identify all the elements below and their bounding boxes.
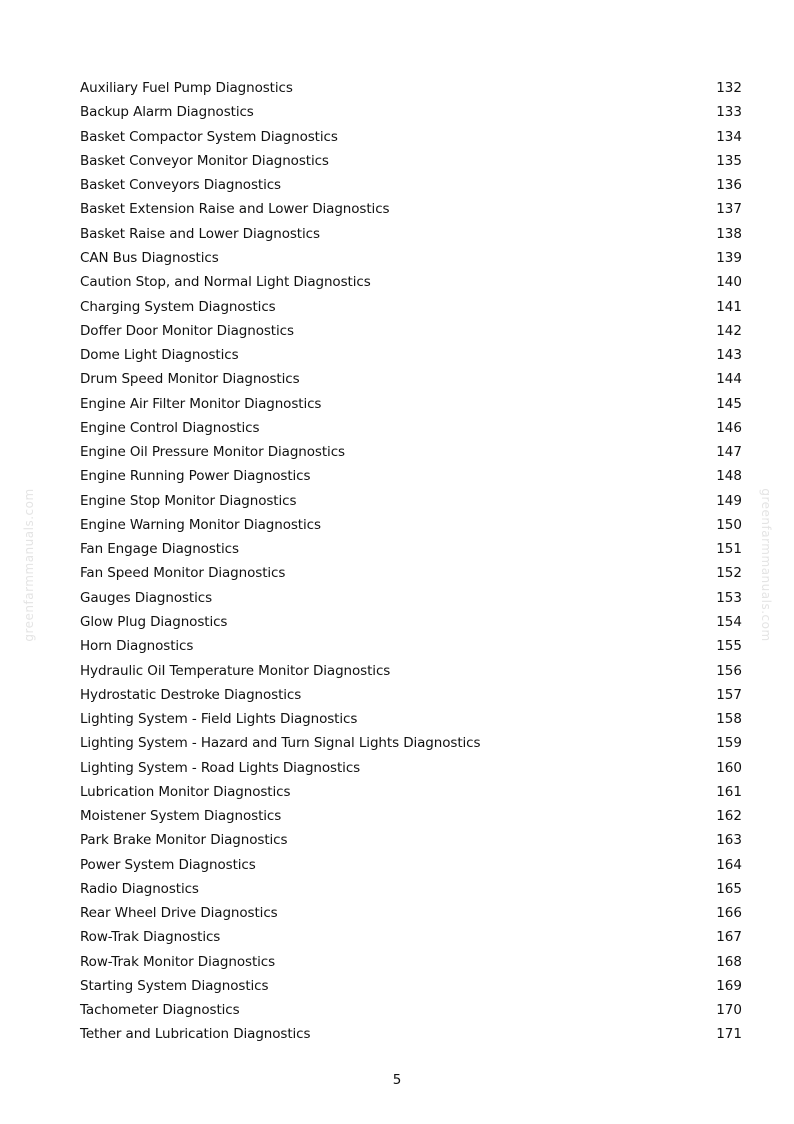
toc-entry-title: Tachometer Diagnostics bbox=[80, 1002, 240, 1019]
toc-entry-title: Engine Warning Monitor Diagnostics bbox=[80, 516, 321, 533]
toc-entry[interactable] bbox=[80, 270, 742, 294]
toc-entry[interactable] bbox=[80, 707, 742, 731]
toc-entry[interactable] bbox=[80, 683, 742, 707]
toc-entry-title: Lighting System - Road Lights Diagnostics bbox=[80, 759, 361, 776]
toc-entry-title: Engine Control Diagnostics bbox=[80, 419, 260, 436]
toc-entry-title: Park Brake Monitor Diagnostics bbox=[80, 832, 288, 849]
watermark-left: greenfarmmanuals.com bbox=[22, 488, 36, 642]
toc-entry-page: 132 bbox=[716, 80, 742, 97]
toc-entry-title: Hydrostatic Destroke Diagnostics bbox=[80, 686, 302, 703]
toc-entry-page: 152 bbox=[716, 565, 742, 582]
toc-entry-page: 159 bbox=[716, 735, 742, 752]
toc-entry-page: 160 bbox=[716, 759, 742, 776]
toc-entry-page: 165 bbox=[716, 880, 742, 897]
toc-entry-page: 156 bbox=[716, 662, 742, 679]
toc-entry-title: Basket Conveyors Diagnostics bbox=[80, 177, 281, 194]
toc-entry[interactable] bbox=[80, 780, 742, 804]
toc-entry-page: 141 bbox=[716, 298, 742, 315]
toc-entry-page: 161 bbox=[716, 783, 742, 800]
toc-entry-title: Dome Light Diagnostics bbox=[80, 347, 239, 364]
toc-entry-title: Row-Trak Diagnostics bbox=[80, 929, 221, 946]
toc-entry[interactable] bbox=[80, 489, 742, 513]
toc-entry-title: Row-Trak Monitor Diagnostics bbox=[80, 953, 276, 970]
toc-entry[interactable] bbox=[80, 222, 742, 246]
toc-entry-page: 163 bbox=[716, 832, 742, 849]
toc-entry-page: 166 bbox=[716, 905, 742, 922]
toc-entry-page: 140 bbox=[716, 274, 742, 291]
table-of-contents bbox=[80, 76, 742, 1047]
toc-entry-title: Basket Raise and Lower Diagnostics bbox=[80, 225, 320, 242]
toc-entry-title: Engine Air Filter Monitor Diagnostics bbox=[80, 395, 322, 412]
toc-entry[interactable] bbox=[80, 853, 742, 877]
toc-entry-title: Engine Stop Monitor Diagnostics bbox=[80, 492, 297, 509]
toc-entry[interactable] bbox=[80, 294, 742, 318]
toc-entry[interactable] bbox=[80, 731, 742, 755]
toc-entry[interactable] bbox=[80, 998, 742, 1022]
toc-entry-title: Horn Diagnostics bbox=[80, 638, 194, 655]
toc-entry-page: 157 bbox=[716, 686, 742, 703]
watermark-right: greenfarmmanuals.com bbox=[759, 488, 773, 642]
toc-entry[interactable] bbox=[80, 197, 742, 221]
toc-entry[interactable] bbox=[80, 828, 742, 852]
toc-entry[interactable] bbox=[80, 100, 742, 124]
toc-entry[interactable] bbox=[80, 658, 742, 682]
toc-entry[interactable] bbox=[80, 634, 742, 658]
toc-entry[interactable] bbox=[80, 950, 742, 974]
toc-entry-page: 154 bbox=[716, 613, 742, 630]
toc-entry[interactable] bbox=[80, 319, 742, 343]
toc-entry[interactable] bbox=[80, 1022, 742, 1046]
toc-entry-title: Charging System Diagnostics bbox=[80, 298, 276, 315]
toc-entry-title: Tether and Lubrication Diagnostics bbox=[80, 1026, 311, 1043]
toc-entry[interactable] bbox=[80, 343, 742, 367]
toc-entry[interactable] bbox=[80, 416, 742, 440]
toc-entry-title: Lubrication Monitor Diagnostics bbox=[80, 783, 291, 800]
toc-entry[interactable] bbox=[80, 149, 742, 173]
toc-entry-page: 147 bbox=[716, 444, 742, 461]
toc-entry-title: Fan Engage Diagnostics bbox=[80, 541, 239, 558]
toc-entry[interactable] bbox=[80, 561, 742, 585]
toc-entry-title: Backup Alarm Diagnostics bbox=[80, 104, 254, 121]
toc-entry-page: 162 bbox=[716, 808, 742, 825]
toc-entry-page: 155 bbox=[716, 638, 742, 655]
toc-entry[interactable] bbox=[80, 586, 742, 610]
toc-entry-page: 150 bbox=[716, 516, 742, 533]
toc-entry-title: Gauges Diagnostics bbox=[80, 589, 213, 606]
toc-entry-page: 169 bbox=[716, 977, 742, 994]
page-number: 5 bbox=[392, 1072, 402, 1088]
toc-entry-page: 171 bbox=[716, 1026, 742, 1043]
toc-entry[interactable] bbox=[80, 513, 742, 537]
toc-entry-title: Basket Extension Raise and Lower Diagnostics bbox=[80, 201, 390, 218]
toc-entry-page: 148 bbox=[716, 468, 742, 485]
toc-entry-title: CAN Bus Diagnostics bbox=[80, 249, 219, 266]
toc-entry-title: Basket Conveyor Monitor Diagnostics bbox=[80, 152, 329, 169]
toc-entry-title: Lighting System - Field Lights Diagnostics bbox=[80, 711, 358, 728]
toc-entry[interactable] bbox=[80, 464, 742, 488]
toc-entry-title: Doffer Door Monitor Diagnostics bbox=[80, 322, 294, 339]
toc-entry[interactable] bbox=[80, 974, 742, 998]
toc-entry-title: Lighting System - Hazard and Turn Signal Lights Diagnostics bbox=[80, 735, 481, 752]
toc-entry-page: 153 bbox=[716, 589, 742, 606]
toc-entry-page: 136 bbox=[716, 177, 742, 194]
toc-entry-title: Auxiliary Fuel Pump Diagnostics bbox=[80, 80, 293, 97]
toc-entry[interactable] bbox=[80, 391, 742, 415]
toc-entry-title: Drum Speed Monitor Diagnostics bbox=[80, 371, 300, 388]
toc-entry[interactable] bbox=[80, 125, 742, 149]
toc-entry-title: Caution Stop, and Normal Light Diagnostics bbox=[80, 274, 371, 291]
toc-entry-page: 168 bbox=[716, 953, 742, 970]
toc-entry-page: 145 bbox=[716, 395, 742, 412]
toc-entry[interactable] bbox=[80, 173, 742, 197]
toc-entry-page: 143 bbox=[716, 347, 742, 364]
toc-entry-page: 142 bbox=[716, 322, 742, 339]
toc-entry[interactable] bbox=[80, 246, 742, 270]
toc-entry-page: 133 bbox=[716, 104, 742, 121]
toc-entry[interactable] bbox=[80, 901, 742, 925]
toc-entry-page: 146 bbox=[716, 419, 742, 436]
toc-entry-page: 149 bbox=[716, 492, 742, 509]
toc-entry[interactable] bbox=[80, 367, 742, 391]
toc-entry[interactable] bbox=[80, 804, 742, 828]
toc-entry[interactable] bbox=[80, 925, 742, 949]
toc-entry-page: 134 bbox=[716, 128, 742, 145]
toc-entry-page: 158 bbox=[716, 711, 742, 728]
toc-entry-page: 151 bbox=[716, 541, 742, 558]
toc-entry-page: 138 bbox=[716, 225, 742, 242]
toc-entry-page: 144 bbox=[716, 371, 742, 388]
toc-entry-page: 164 bbox=[716, 856, 742, 873]
toc-entry[interactable] bbox=[80, 755, 742, 779]
toc-entry-title: Engine Oil Pressure Monitor Diagnostics bbox=[80, 444, 345, 461]
toc-entry[interactable] bbox=[80, 877, 742, 901]
toc-entry-title: Starting System Diagnostics bbox=[80, 977, 269, 994]
toc-entry[interactable] bbox=[80, 440, 742, 464]
toc-entry-title: Moistener System Diagnostics bbox=[80, 808, 282, 825]
toc-entry-page: 170 bbox=[716, 1002, 742, 1019]
toc-entry-title: Hydraulic OiI Temperature Monitor Diagnostics bbox=[80, 662, 391, 679]
toc-entry-title: Rear Wheel Drive Diagnostics bbox=[80, 905, 278, 922]
toc-entry-title: Radio Diagnostics bbox=[80, 880, 199, 897]
toc-entry-page: 135 bbox=[716, 152, 742, 169]
toc-entry-title: Power System Diagnostics bbox=[80, 856, 256, 873]
toc-entry[interactable] bbox=[80, 537, 742, 561]
toc-entry-title: Glow Plug Diagnostics bbox=[80, 613, 228, 630]
toc-entry-page: 137 bbox=[716, 201, 742, 218]
toc-entry-page: 139 bbox=[716, 249, 742, 266]
toc-entry-title: Fan Speed Monitor Diagnostics bbox=[80, 565, 286, 582]
toc-entry-page: 167 bbox=[716, 929, 742, 946]
toc-entry-title: Basket Compactor System Diagnostics bbox=[80, 128, 338, 145]
toc-entry[interactable] bbox=[80, 610, 742, 634]
toc-entry-title: Engine Running Power Diagnostics bbox=[80, 468, 311, 485]
toc-entry[interactable] bbox=[80, 76, 742, 100]
